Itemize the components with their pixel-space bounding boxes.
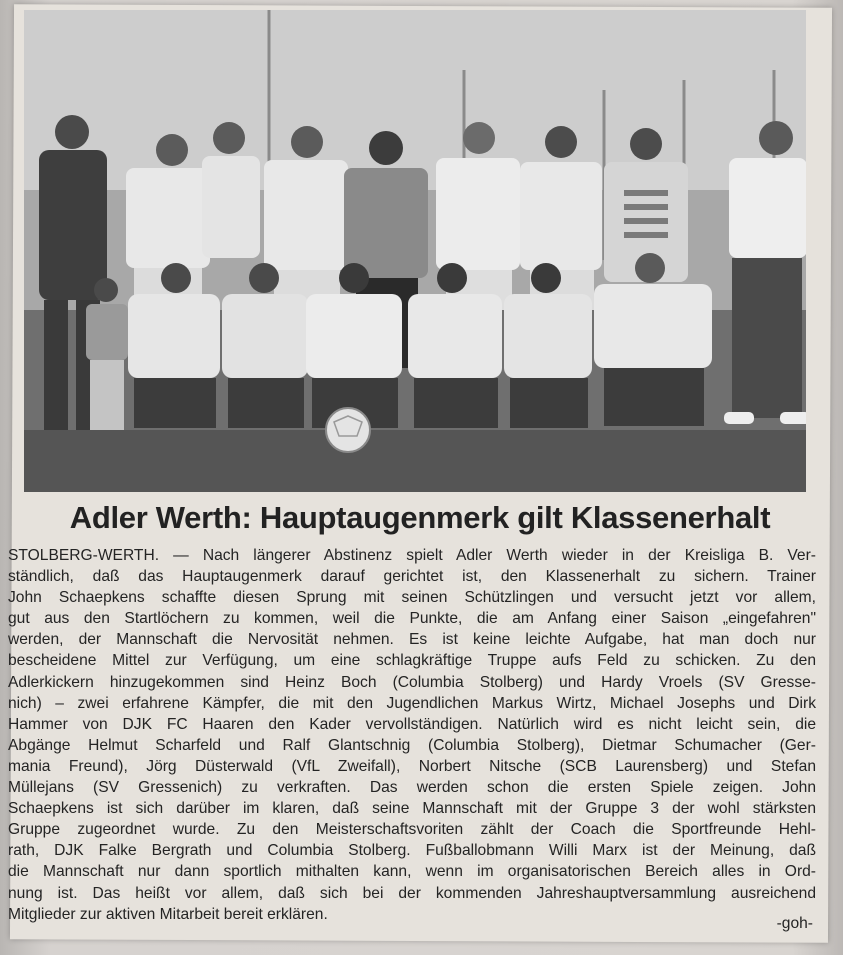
article-line: rath, DJK Falke Bergrath und Columbia Stolberg. Fußballobmann Willi Marx ist der Meinung, daß bbox=[8, 842, 816, 860]
article-headline: Adler Werth: Hauptaugenmerk gilt Klassenerhalt bbox=[69, 500, 771, 535]
article-line: mania Freund), Jörg Düsterwald (VfL Zweifall), Norbert Nitsche (SCB Laurensberg) und Stefan bbox=[8, 757, 816, 775]
author-byline: -goh- bbox=[776, 915, 813, 932]
article-line: Hammer von DJK FC Haaren den Kader vervollständigen. Natürlich wird es nicht leicht sein, die bbox=[8, 715, 816, 733]
article-line: Schaepkens ist sich darüber im klaren, daß seine Mannschaft mit der Gruppe 3 der wohl stärksten bbox=[8, 800, 816, 818]
article-line: ständlich, daß das Hauptaugenmerk darauf gerichtet ist, den Klassenerhalt zu sichern. Trainer bbox=[8, 568, 816, 586]
article-line: bescheidene Mittel zur Verfügung, um eine schlagkräftige Truppe aufs Feld zu schicken. Zu den bbox=[8, 652, 816, 670]
article-line: STOLBERG-WERTH. — Nach längerer Abstinenz spielt Adler Werth wieder in der Kreisliga B. Ver- bbox=[8, 547, 816, 564]
article-line: Müllejans (SV Gressenich) zu verkraften. Das werden schon die ersten Spiele zeigen. John bbox=[8, 779, 816, 797]
article-line: nung ist. Das heißt vor allem, daß sich bei der kommenden Jahreshauptversammlung ausreichend bbox=[8, 884, 816, 902]
article-body bbox=[8, 545, 816, 925]
article-line: Abgänge Helmut Scharfeld und Ralf Glantschnig (Columbia Stolberg), Dietmar Schumacher (Ger- bbox=[8, 736, 816, 754]
article-line: Mitglieder zur aktiven Mitarbeit bereit erklären. bbox=[8, 905, 328, 923]
article-line: Gruppe zugeordnet wurde. Zu den Meisterschaftsvoriten zählt der Coach die Sportfreunde Hehl- bbox=[8, 821, 816, 839]
article-line: nich) – zwei erfahrene Kämpfer, die mit den Jugendlichen Markus Wirtz, Michael Josephs und Dirk bbox=[8, 694, 816, 712]
football bbox=[326, 408, 370, 452]
article-line: werden, der Mannschaft die Nervosität nehmen. Es ist keine leichte Aufgabe, hat man doch nur bbox=[8, 631, 816, 649]
article-line: John Schaepkens schaffte diesen Sprung mit seinen Schützlingen und versucht jetzt vor allem, bbox=[8, 589, 816, 607]
team-photo-illustration bbox=[24, 10, 806, 492]
article-line: gut aus den Startlöchern zu kommen, weil die Punkte, die am Anfang einer Saison „eingefahren" bbox=[8, 610, 816, 628]
article-line: Adlerkickern hinzugekommen sind Heinz Boch (Columbia Stolberg) und Hardy Vroels (SV Gresse- bbox=[8, 673, 816, 691]
article-line: die Mannschaft nur dann sportlich mithalten kann, wenn im organisatorischen Bereich alles in Ord- bbox=[8, 863, 816, 881]
team-photo bbox=[24, 10, 806, 492]
